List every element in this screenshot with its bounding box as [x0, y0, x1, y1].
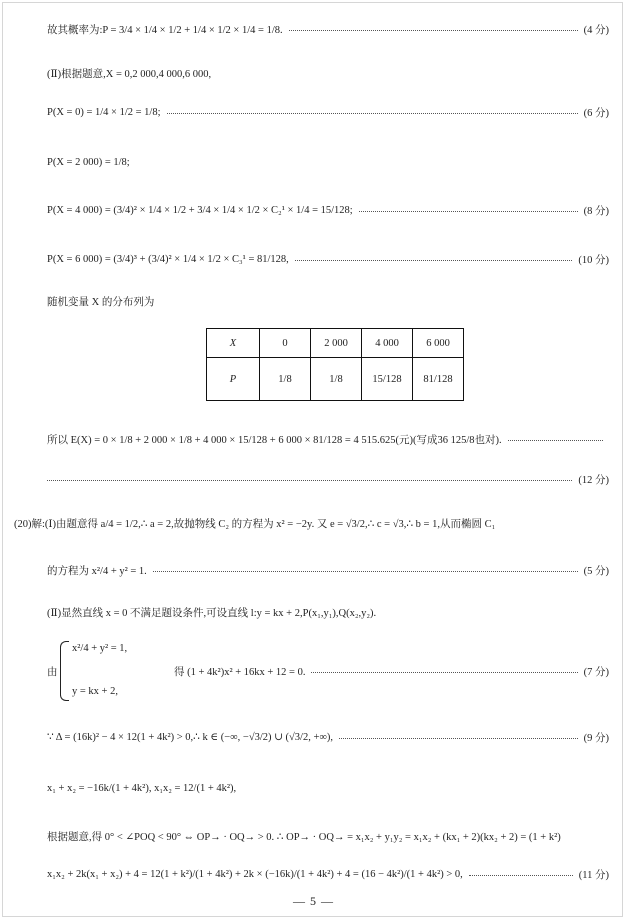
line-vieta: x₁ + x₂ = −16k/(1 + 4k²), x₁x₂ = 12/(1 + 4k²),: [47, 782, 237, 794]
table-cell: P: [207, 358, 260, 401]
table-cell: 1/8: [260, 358, 311, 401]
line-ellipse-equation: 的方程为 x²/4 + y² = 1. (5 分): [47, 565, 609, 577]
system-equation-1: x²/4 + y² = 1,: [72, 643, 128, 654]
table-cell: 15/128: [362, 358, 413, 401]
table-header-cell: X: [207, 329, 260, 358]
table-cell: 1/8: [311, 358, 362, 401]
line-q20-part2: (Ⅱ)显然直线 x = 0 不满足题设条件,可设直线 l:y = kx + 2,P(x₁,y₁),Q(x₂,y₂).: [47, 607, 377, 619]
line-px4000: P(X = 4 000) = (3/4)² × 1/4 × 1/2 + 3/4 × 1/4 × 1/2 × C₂¹ × 1/4 = 15/128; (8 分): [47, 204, 609, 217]
line-px0: P(X = 0) = 1/4 × 1/2 = 1/8; (6 分): [47, 106, 609, 119]
line-final-inequality: x₁x₂ + 2k(x₁ + x₂) + 4 = 12(1 + k²)/(1 + 4k²) + 2k × (−16k)/(1 + 4k²) + 4 = (16 − 4k²)/(1 + 4k²) > 0, (11 分): [47, 868, 609, 881]
line-px2000: P(X = 2 000) = 1/8;: [47, 156, 130, 168]
system-equation-2: y = kx + 2,: [72, 686, 118, 697]
table-header-cell: 4 000: [362, 329, 413, 358]
brace-symbol: [60, 641, 69, 701]
line-expectation-score: (12 分): [47, 466, 609, 492]
line-expectation: 所以 E(X) = 0 × 1/8 + 2 000 × 1/8 + 4 000 × 15/128 + 6 000 × 81/128 = 4 515.625(元)(写成36 125/8也对).: [47, 426, 609, 452]
line-dot-product: 根据题意,得 0° < ∠POQ < 90° ⇔ OP→ · OQ→ > 0. ∴ OP→ · OQ→ = x₁x₂ + y₁y₂ = x₁x₂ + (kx₁ + 2)(kx₂ + 2) = (1 + k²): [47, 831, 561, 843]
line-px6000: P(X = 6 000) = (3/4)³ + (3/4)² × 1/4 × 1/2 × C₃¹ = 81/128, (10 分): [47, 253, 609, 266]
system-prefix: 由: [47, 667, 58, 678]
table-header-cell: 6 000: [413, 329, 464, 358]
line-probability: 故其概率为:P = 3/4 × 1/4 × 1/2 + 1/4 × 1/2 × 1/4 = 1/8. (4 分): [47, 24, 609, 36]
distribution-table: [206, 328, 464, 401]
table-cell: 81/128: [413, 358, 464, 401]
page-number: — 5 —: [293, 894, 334, 908]
line-distribution-caption: 随机变量 X 的分布列为: [47, 296, 155, 308]
line-part2-values: (Ⅱ)根据题意,X = 0,2 000,4 000,6 000,: [47, 68, 212, 80]
line-discriminant: ∵ Δ = (16k)² − 4 × 12(1 + 4k²) > 0,∴ k ∈ (−∞, −√3/2) ∪ (√3/2, +∞), (9 分): [47, 732, 609, 744]
system-result-line: 得 (1 + 4k²)x² + 16kx + 12 = 0. (7 分): [174, 666, 609, 678]
table-header-cell: 0: [260, 329, 311, 358]
line-q20-part1: (20)解:(Ⅰ)由题意得 a/4 = 1/2,∴ a = 2,故抛物线 C₂ 的方程为 x² = −2y. 又 e = √3/2,∴ c = √3,∴ b = 1,从而椭圆 C₁: [14, 518, 496, 530]
table-header-cell: 2 000: [311, 329, 362, 358]
